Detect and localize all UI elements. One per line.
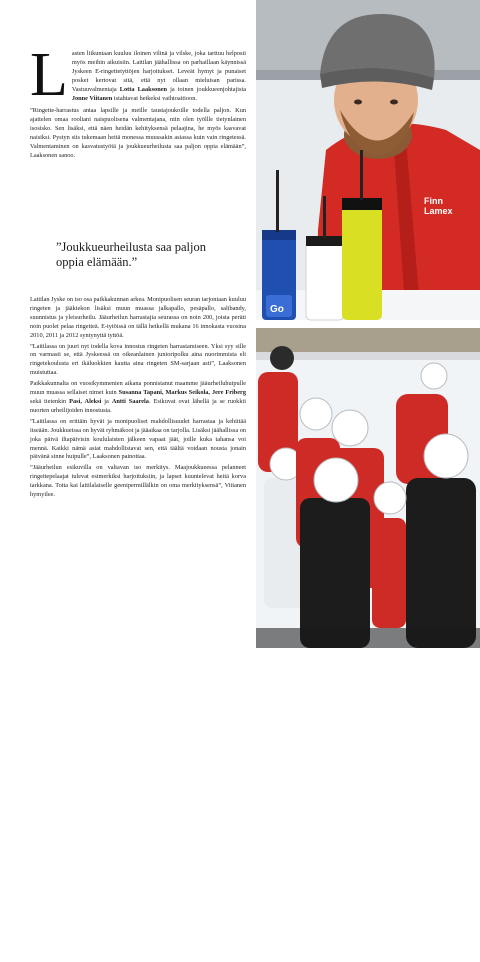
photo-kids-on-ice [256,328,480,962]
intro-paragraph: Lasten liikuntaan kuuluu iloinen vilinä ja vilske, joka tarttuu helposti myös meihin aikuisiin. Laitilan jäähallissa on parhaillaan käynnissä Jyskeen E-ringettetyttöjen harjoitukset. Leveät hymyt ja punaiset posket kertovat sitä, että nyt ollaan mieluisan parissa. Vastuuvalmentaja Lotta Laaksonen ja toinen joukkueenjohtajista Jonne Viitanen istahtavat hetkeksi vaihtoaitioon. [30,41,246,109]
jacket-logo: Finn [424,196,443,206]
coach-illustration [256,0,480,320]
photo-coach-portrait [256,0,480,320]
article-column-top [30,41,246,165]
name-jonne: Jonne Viitanen [71,94,113,102]
page-footer [373,955,468,962]
article-column-bottom [30,296,246,502]
paragraph-2: ”Ringette-harrastus antaa lapsille ja meille taustajoukoille todella paljon. Kun ajattelen omaa rooliani naispuolisena valmentajana, niin olen työllle tietynlainen isosisko. Sen lisäksi, että näen heidän kehityksensä pelaajina, he myös kasvavat naisiksi. Pystyn siis tukemaan heitä monessa muussakin asiassa kuin vain ringetessä. Valmentaminen on kasvatustyötä ja joukkueurheilusta saa paljon oppia elämään”, Laaksonen sanoo. [30,107,246,159]
paragraph-6: ”Laitilassa on erittäin hyvät ja monipuoliset mahdollisuudet harrastaa ja kehittää itseään. Joukkueissa on hyvät ryhmäkoot ja jääaikaa on tarjolla. Lisäksi jäähallissa on joka päivä iltapäivisin koululaisten jälkeen vapaat jäät, joille kuka tahansa voi mennä. Kaikki nämä asiat mahdollistavat sen, että täältä voidaan nousta jonain päivänä sinne huipulle”, Laaksonen painottaa. [30,417,246,461]
magazine-name: ENERGINEN NAAPURISI [372,955,456,962]
paragraph-3: Laitilan Jyske on iso osa paikkakunnan arkea. Monipuolisen seuran tarjontaan kuuluu ringeten ja jääkiekon lisäksi muun muassa jalkapallo, pesäpallo, salibandy, suunnistus ja yleisurheilu. Jääurheilun harrastajia seurassa on noin 200, joista peräti noin puolet pelaa ringetteä. E-tytöissä on tällä hetkellä mukana 16 innokasta vuosina 2010, 2011 ja 2012 syntynyttä tyttöä. [30,296,246,339]
page-number: 21 [459,955,468,962]
paragraph-7: ”Jääurheilun esikuvilla on valtavan iso merkitys. Maajoukkueessa pelanneet ringettepelaajat tulevat esimerkiksi harjoituksiin, ja lapset kuuntelevat heitä korva tarkkana. Totta kai laitilalaiselle geenipermillälkin on oma merkityksensä”, Viitanen hymyilee. [30,464,246,499]
pull-quote: ”Joukkueurheilusta saa paljon oppia elämään.” [56,240,206,269]
jacket-logo-line2: Lamex [424,206,453,216]
paragraph-5: Paikkakunnalta on vuosikymmenien aikana ponnistanut maamme jääurheiluhuipulle muun muassa sellaiset nimet kuin Susanna Tapani, Markus Seikola, Jere Friberg sekä tietenkin Pasi, Aleksi ja Antti Saarela. Esikuvat ovat lähellä ja se ruokkii nuorten urheilijoiden innostusta. [30,380,246,414]
bottle-label: Go [270,304,284,315]
paragraph-4: ”Laitilassa on juuri nyt todella kova innostus ringeten harrastamiseen. Yksi syy sille on varmasti se, että Jyskeessä on oikeanlainen junioripolku aina nuorimmista eli ringetekoulusta eri ikäluokkien kautta aina ringeten SM-sarjaan asti”, Laaksonen muistuttaa. [30,342,246,377]
kids-illustration [256,328,480,648]
name-lotta: Lotta Laaksonen [119,85,167,93]
drop-cap: L [30,41,68,109]
